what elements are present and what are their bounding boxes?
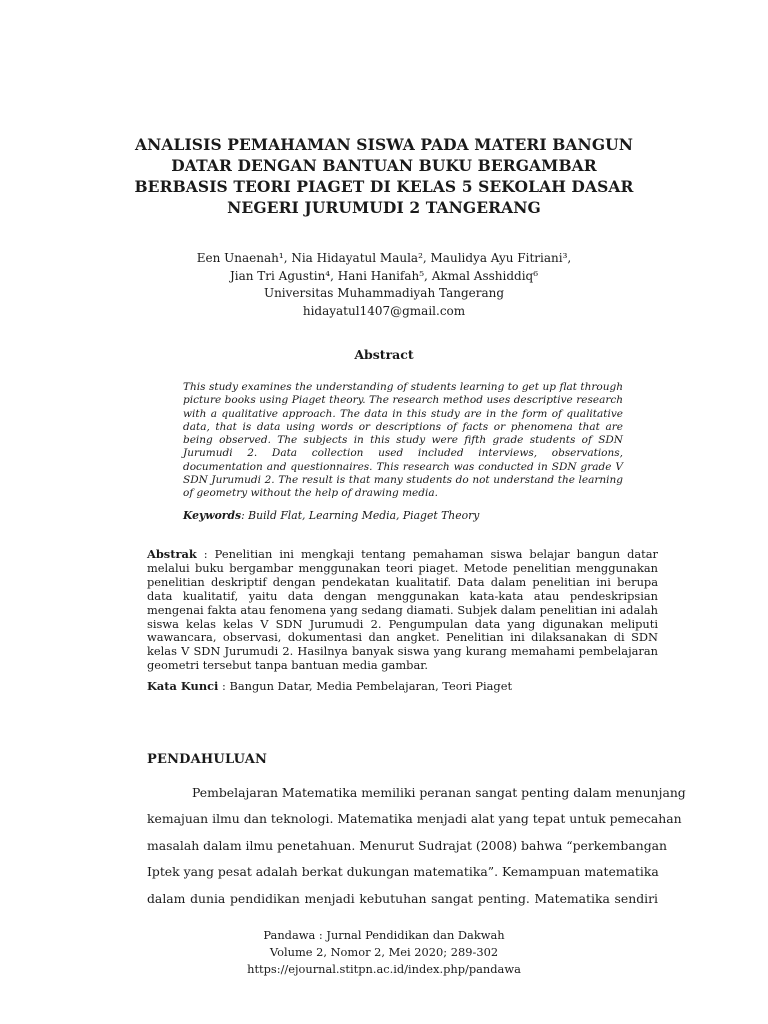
paragraph-line: Iptek yang pesat adalah berkat dukungan matematika”. Kemampuan matematika <box>147 864 659 880</box>
title-line: ANALISIS PEMAHAMAN SISWA PADA MATERI BANGUN <box>134 135 634 154</box>
keywords-text: : Build Flat, Learning Media, Piaget Theory <box>241 509 480 522</box>
paragraph-line: masalah dalam ilmu penetahuan. Menurut Sudrajat (2008) bahwa “perkembangan <box>147 837 667 853</box>
paragraph-line: Pembelajaran Matematika memiliki peranan sangat penting dalam menunjang <box>192 785 686 800</box>
journal-name: Pandawa : Jurnal Pendidikan dan Dakwah <box>263 928 505 942</box>
kata-kunci-text: : Bangun Datar, Media Pembelajaran, Teori Piaget <box>218 679 513 693</box>
author-names-line: Een Unaenah¹, Nia Hidayatul Maula², Maulidya Ayu Fitriani³, <box>196 251 572 265</box>
abstract-indonesian <box>147 548 658 673</box>
keywords-indonesian <box>147 679 658 693</box>
abstract-heading: Abstract <box>354 347 414 362</box>
keywords-english <box>183 509 623 522</box>
abstract-english: This study examines the understanding of students learning to get up flat through picture books using Piaget theory. The research method uses descriptive research with a qualitative approach. The data in this study are in the form of qualitative data, that is data using words or descriptions of facts or phenomena that are being observed. The subjects in this study were fifth grade students of SDN Jurumudi 2. Data collection used included interviews, observations, documentation and questionnaires. This research was conducted in SDN grade V SDN Jurumudi 2. The result is that many students do not understand the learning of geometry without the help of drawing media. <box>183 381 623 500</box>
paragraph-line: dalam dunia pendidikan menjadi kebutuhan sangat penting. Matematika sendiri <box>147 890 658 906</box>
page-footer <box>0 927 768 978</box>
author-block <box>150 250 618 320</box>
author-names-line: Jian Tri Agustin⁴, Hani Hanifah⁵, Akmal Asshiddiq⁶ <box>229 268 539 283</box>
keywords-label: Keywords <box>183 509 242 522</box>
abstrak-text: : Penelitian ini mengkaji tentang pemahaman siswa belajar bangun datar melalui buku bergambar menggunakan teori piaget. Metode penelitian menggunakan penelitian deskriptif dengan pendekatan kualitatif. Data dalam penelitian ini berupa data kualitatif, yaitu data dengan menggunakan kata-kata atau pendeskripsian mengenai fakta atau fenomena yang sedang diamati. Subjek dalam penelitian ini adalah siswa kelas kelas V SDN Jurumudi 2. Pengumpulan data yang digunakan meliputi wawancara, observasi, dokumentasi dan angket. Penelitian ini dilaksanakan di SDN kelas V SDN Jurumudi 2. Hasilnya banyak siswa yang kurang memahami pembelajaran geometri tersebut tanpa bantuan media gambar. <box>147 547 658 673</box>
author-email: hidayatul1407@gmail.com <box>302 303 466 318</box>
title-line: NEGERI JURUMUDI 2 TANGERANG <box>227 198 541 217</box>
affiliation: Universitas Muhammadiyah Tangerang <box>263 286 505 300</box>
title-line: BERBASIS TEORI PIAGET DI KELAS 5 SEKOLAH DASAR <box>134 177 634 196</box>
paper-title <box>100 134 668 218</box>
kata-kunci-label: Kata Kunci <box>147 679 219 693</box>
introduction-paragraph <box>147 780 686 912</box>
journal-volume: Volume 2, Nomor 2, Mei 2020; 289-302 <box>269 945 499 959</box>
abstrak-label: Abstrak <box>147 547 197 561</box>
journal-url: https://ejournal.stitpn.ac.id/index.php/pandawa <box>247 962 521 976</box>
section-heading: PENDAHULUAN <box>147 752 268 767</box>
paragraph-line: kemajuan ilmu dan teknologi. Matematika menjadi alat yang tepat untuk pemecahan <box>147 811 682 827</box>
title-line: DATAR DENGAN BANTUAN BUKU BERGAMBAR <box>171 156 597 175</box>
